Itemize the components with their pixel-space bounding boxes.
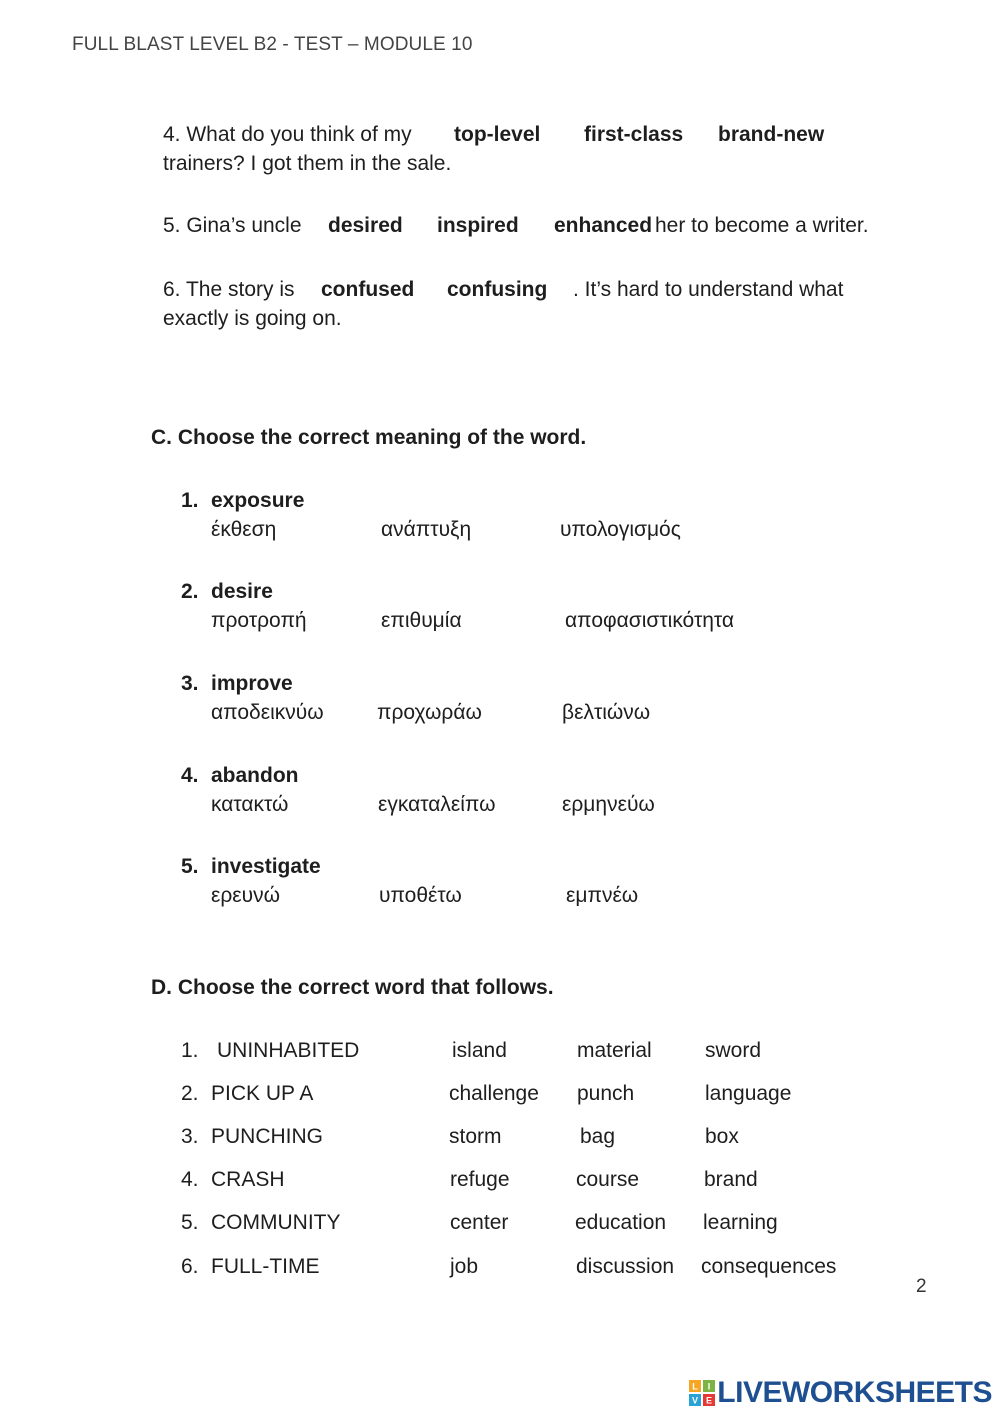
logo-letter-e: E — [706, 1395, 713, 1406]
d5-option-1[interactable]: center — [450, 1211, 509, 1234]
c4-number: 4. — [181, 764, 199, 787]
q6-option-1[interactable]: confused — [321, 278, 415, 301]
c2-number: 2. — [181, 580, 199, 603]
c1-option-2[interactable]: ανάπτυξη — [381, 518, 472, 541]
c3-option-2[interactable]: προχωράω — [377, 701, 482, 724]
d2-option-1[interactable]: challenge — [449, 1082, 539, 1105]
d3-option-1[interactable]: storm — [449, 1125, 502, 1148]
d2-number: 2. — [181, 1082, 199, 1105]
page-number: 2 — [916, 1276, 927, 1297]
c2-option-3[interactable]: αποφασιστικότητα — [565, 609, 735, 632]
d1-option-1[interactable]: island — [452, 1039, 507, 1062]
q6-text-after: . It’s hard to understand what — [573, 278, 844, 301]
q5-option-2[interactable]: inspired — [437, 214, 519, 237]
c2-option-2[interactable]: επιθυμία — [381, 609, 462, 632]
c4-option-3[interactable]: ερμηνεύω — [562, 793, 655, 816]
d3-option-3[interactable]: box — [705, 1125, 739, 1148]
liveworksheets-icon — [689, 1380, 715, 1406]
logo-letter-i: I — [708, 1381, 711, 1392]
c3-option-1[interactable]: αποδεικνύω — [211, 701, 324, 724]
c3-number: 3. — [181, 672, 199, 695]
q5-text-before: 5. Gina’s uncle — [163, 214, 302, 237]
d4-number: 4. — [181, 1168, 199, 1191]
q4-option-2[interactable]: first-class — [584, 123, 684, 146]
c2-option-1[interactable]: προτροπή — [211, 609, 307, 632]
d3-option-2[interactable]: bag — [580, 1125, 616, 1148]
logo-text: LIVEWORKSHEETS — [717, 1376, 992, 1409]
c1-option-1[interactable]: έκθεση — [211, 518, 277, 541]
q5-option-1[interactable]: desired — [328, 214, 403, 237]
c2-word: desire — [211, 580, 273, 603]
c3-option-3[interactable]: βελτιώνω — [562, 701, 651, 724]
d1-number: 1. — [181, 1039, 199, 1062]
d6-option-2[interactable]: discussion — [576, 1255, 675, 1278]
c4-word: abandon — [211, 764, 299, 787]
q5-option-3[interactable]: enhanced — [554, 214, 653, 237]
d1-option-2[interactable]: material — [577, 1039, 652, 1062]
liveworksheets-logo[interactable] — [689, 1378, 992, 1408]
d5-option-2[interactable]: education — [575, 1211, 667, 1234]
d1-option-3[interactable]: sword — [705, 1039, 762, 1062]
d2-option-2[interactable]: punch — [577, 1082, 635, 1105]
q4-text-before: 4. What do you think of my — [163, 123, 412, 146]
d6-option-3[interactable]: consequences — [701, 1255, 837, 1278]
c1-option-3[interactable]: υπολογισμός — [560, 518, 681, 541]
c4-option-1[interactable]: κατακτώ — [211, 793, 289, 816]
q5-text-after: her to become a writer. — [655, 214, 869, 237]
d5-word: COMMUNITY — [211, 1211, 341, 1234]
d3-number: 3. — [181, 1125, 199, 1148]
d2-option-3[interactable]: language — [705, 1082, 792, 1105]
c1-number: 1. — [181, 489, 199, 512]
d4-option-2[interactable]: course — [576, 1168, 640, 1191]
section-c-heading: C. Choose the correct meaning of the word. — [151, 426, 587, 449]
c5-word: investigate — [211, 855, 321, 878]
logo-letter-v: V — [692, 1395, 699, 1406]
d1-word: UNINHABITED — [217, 1039, 360, 1062]
c5-number: 5. — [181, 855, 199, 878]
q6-text-line2: exactly is going on. — [163, 307, 342, 330]
d3-word: PUNCHING — [211, 1125, 324, 1148]
logo-letter-l: L — [692, 1381, 699, 1392]
page-header: FULL BLAST LEVEL B2 - TEST – MODULE 10 — [72, 34, 473, 55]
c3-word: improve — [211, 672, 293, 695]
c5-option-2[interactable]: υποθέτω — [379, 884, 462, 907]
q4-option-3[interactable]: brand-new — [718, 123, 825, 146]
c5-option-3[interactable]: εμπνέω — [566, 884, 639, 907]
d6-option-1[interactable]: job — [450, 1255, 479, 1278]
d2-word: PICK UP A — [211, 1082, 314, 1105]
c1-word: exposure — [211, 489, 305, 512]
d5-option-3[interactable]: learning — [703, 1211, 778, 1234]
q4-text-after: trainers? I got them in the sale. — [163, 152, 452, 175]
q6-option-2[interactable]: confusing — [447, 278, 548, 301]
q4-option-1[interactable]: top-level — [454, 123, 541, 146]
q6-text-before: 6. The story is — [163, 278, 295, 301]
d5-number: 5. — [181, 1211, 199, 1234]
d4-option-3[interactable]: brand — [704, 1168, 758, 1191]
d4-option-1[interactable]: refuge — [450, 1168, 510, 1191]
d4-word: CRASH — [211, 1168, 285, 1191]
c5-option-1[interactable]: ερευνώ — [211, 884, 281, 907]
c4-option-2[interactable]: εγκαταλείπω — [378, 793, 496, 816]
section-d-heading: D. Choose the correct word that follows. — [151, 976, 554, 999]
d6-number: 6. — [181, 1255, 199, 1278]
d6-word: FULL-TIME — [211, 1255, 320, 1278]
